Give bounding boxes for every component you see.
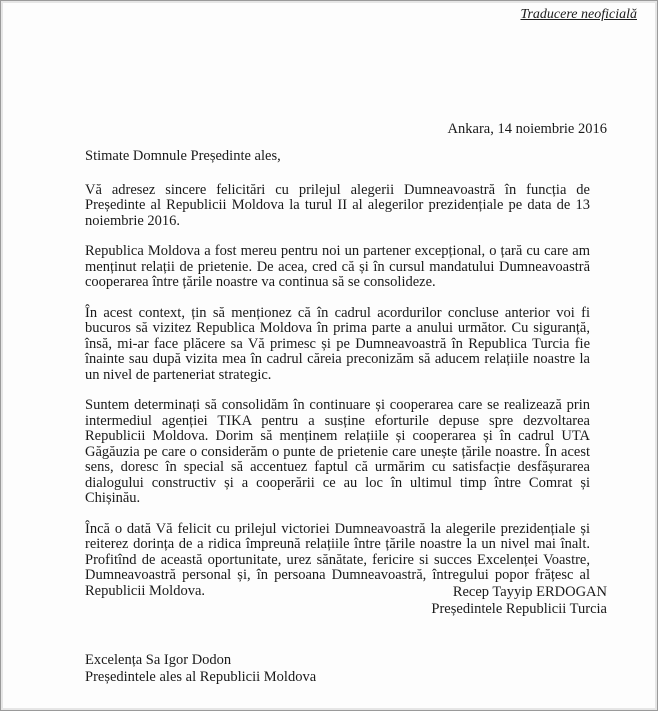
signatory-title: Președintele Republicii Turcia [431,601,607,617]
signatory-name: Recep Tayyip ERDOGAN [452,584,607,600]
paragraph-2: Republica Moldova a fost mereu pentru noi un partener excepțional, o țară cu care am menținut relații de prietenie. De acea, cred că și în cursul mandatului Dumneavoastră cooperarea între țările noastre va continua să se consolideze. [85,243,590,290]
letter-body [85,149,590,614]
paragraph-1: Vă adresez sincere felicitări cu prilejul alegerii Dumneavoastră în funcția de Președinte al Republicii Moldova la turul II al alegerilor prezidențiale pe data de 13 noiembrie 2016. [85,181,590,229]
signature-block [431,584,607,618]
paragraph-5: Încă o dată Vă felicit cu prilejul victoriei Dumneavoastră la alegerile prezidențiale și reiterez dorința de a ridica împreună relațiile între țările noastre la un nivel mai înalt. Profitînd de această oportunitate, urez sănătate, fericire si succes Excelenței Voastre, Dumneavoastră personal și, în persoana Dumneavoastră, întregului popor frățesc al Republicii Moldova. [85,520,590,599]
salutation: Stimate Domnule Președinte ales, [85,148,281,164]
addressee-name: Excelența Sa Igor Dodon [85,652,232,668]
paragraph-4: Suntem determinați să consolidăm în continuare și cooperarea care se realizează prin intermediul agenției TIKA pentru a susține eforturile depuse spre dezvoltarea Republicii Moldova. Dorim să menținem relațiile și cooperarea și în cadrul UTA Găgăuzia pe care o considerăm o punte de prietenie care unește țările noastre. În acest sens, doresc în special să accentuez faptul că urmărim cu satisfacție desfășurarea dialogului constructiv și a cooperării ce au loc în ultimul timp între Comrat și Chișinău. [85,397,590,506]
paragraph-3: În acest context, țin să menționez că în cadrul acordurilor concluse anterior voi fi bucuros să vizitez Republica Moldova în prima parte a anului următor. Cu siguranță, însă, mi-ar face plăcere sa Vă primesc și pe Dumneavoastră în Republica Turcia fie înainte sau după vizita mea în cadrul căreia preconizăm să aducem relațiile noastre la un nivel de parteneriat strategic. [85,304,590,383]
addressee-block [85,652,316,686]
unofficial-translation-label: Traducere neoficială [520,7,637,22]
addressee-title: Președintele ales al Republicii Moldova [85,669,317,685]
letter-date: Ankara, 14 noiembrie 2016 [447,121,607,137]
